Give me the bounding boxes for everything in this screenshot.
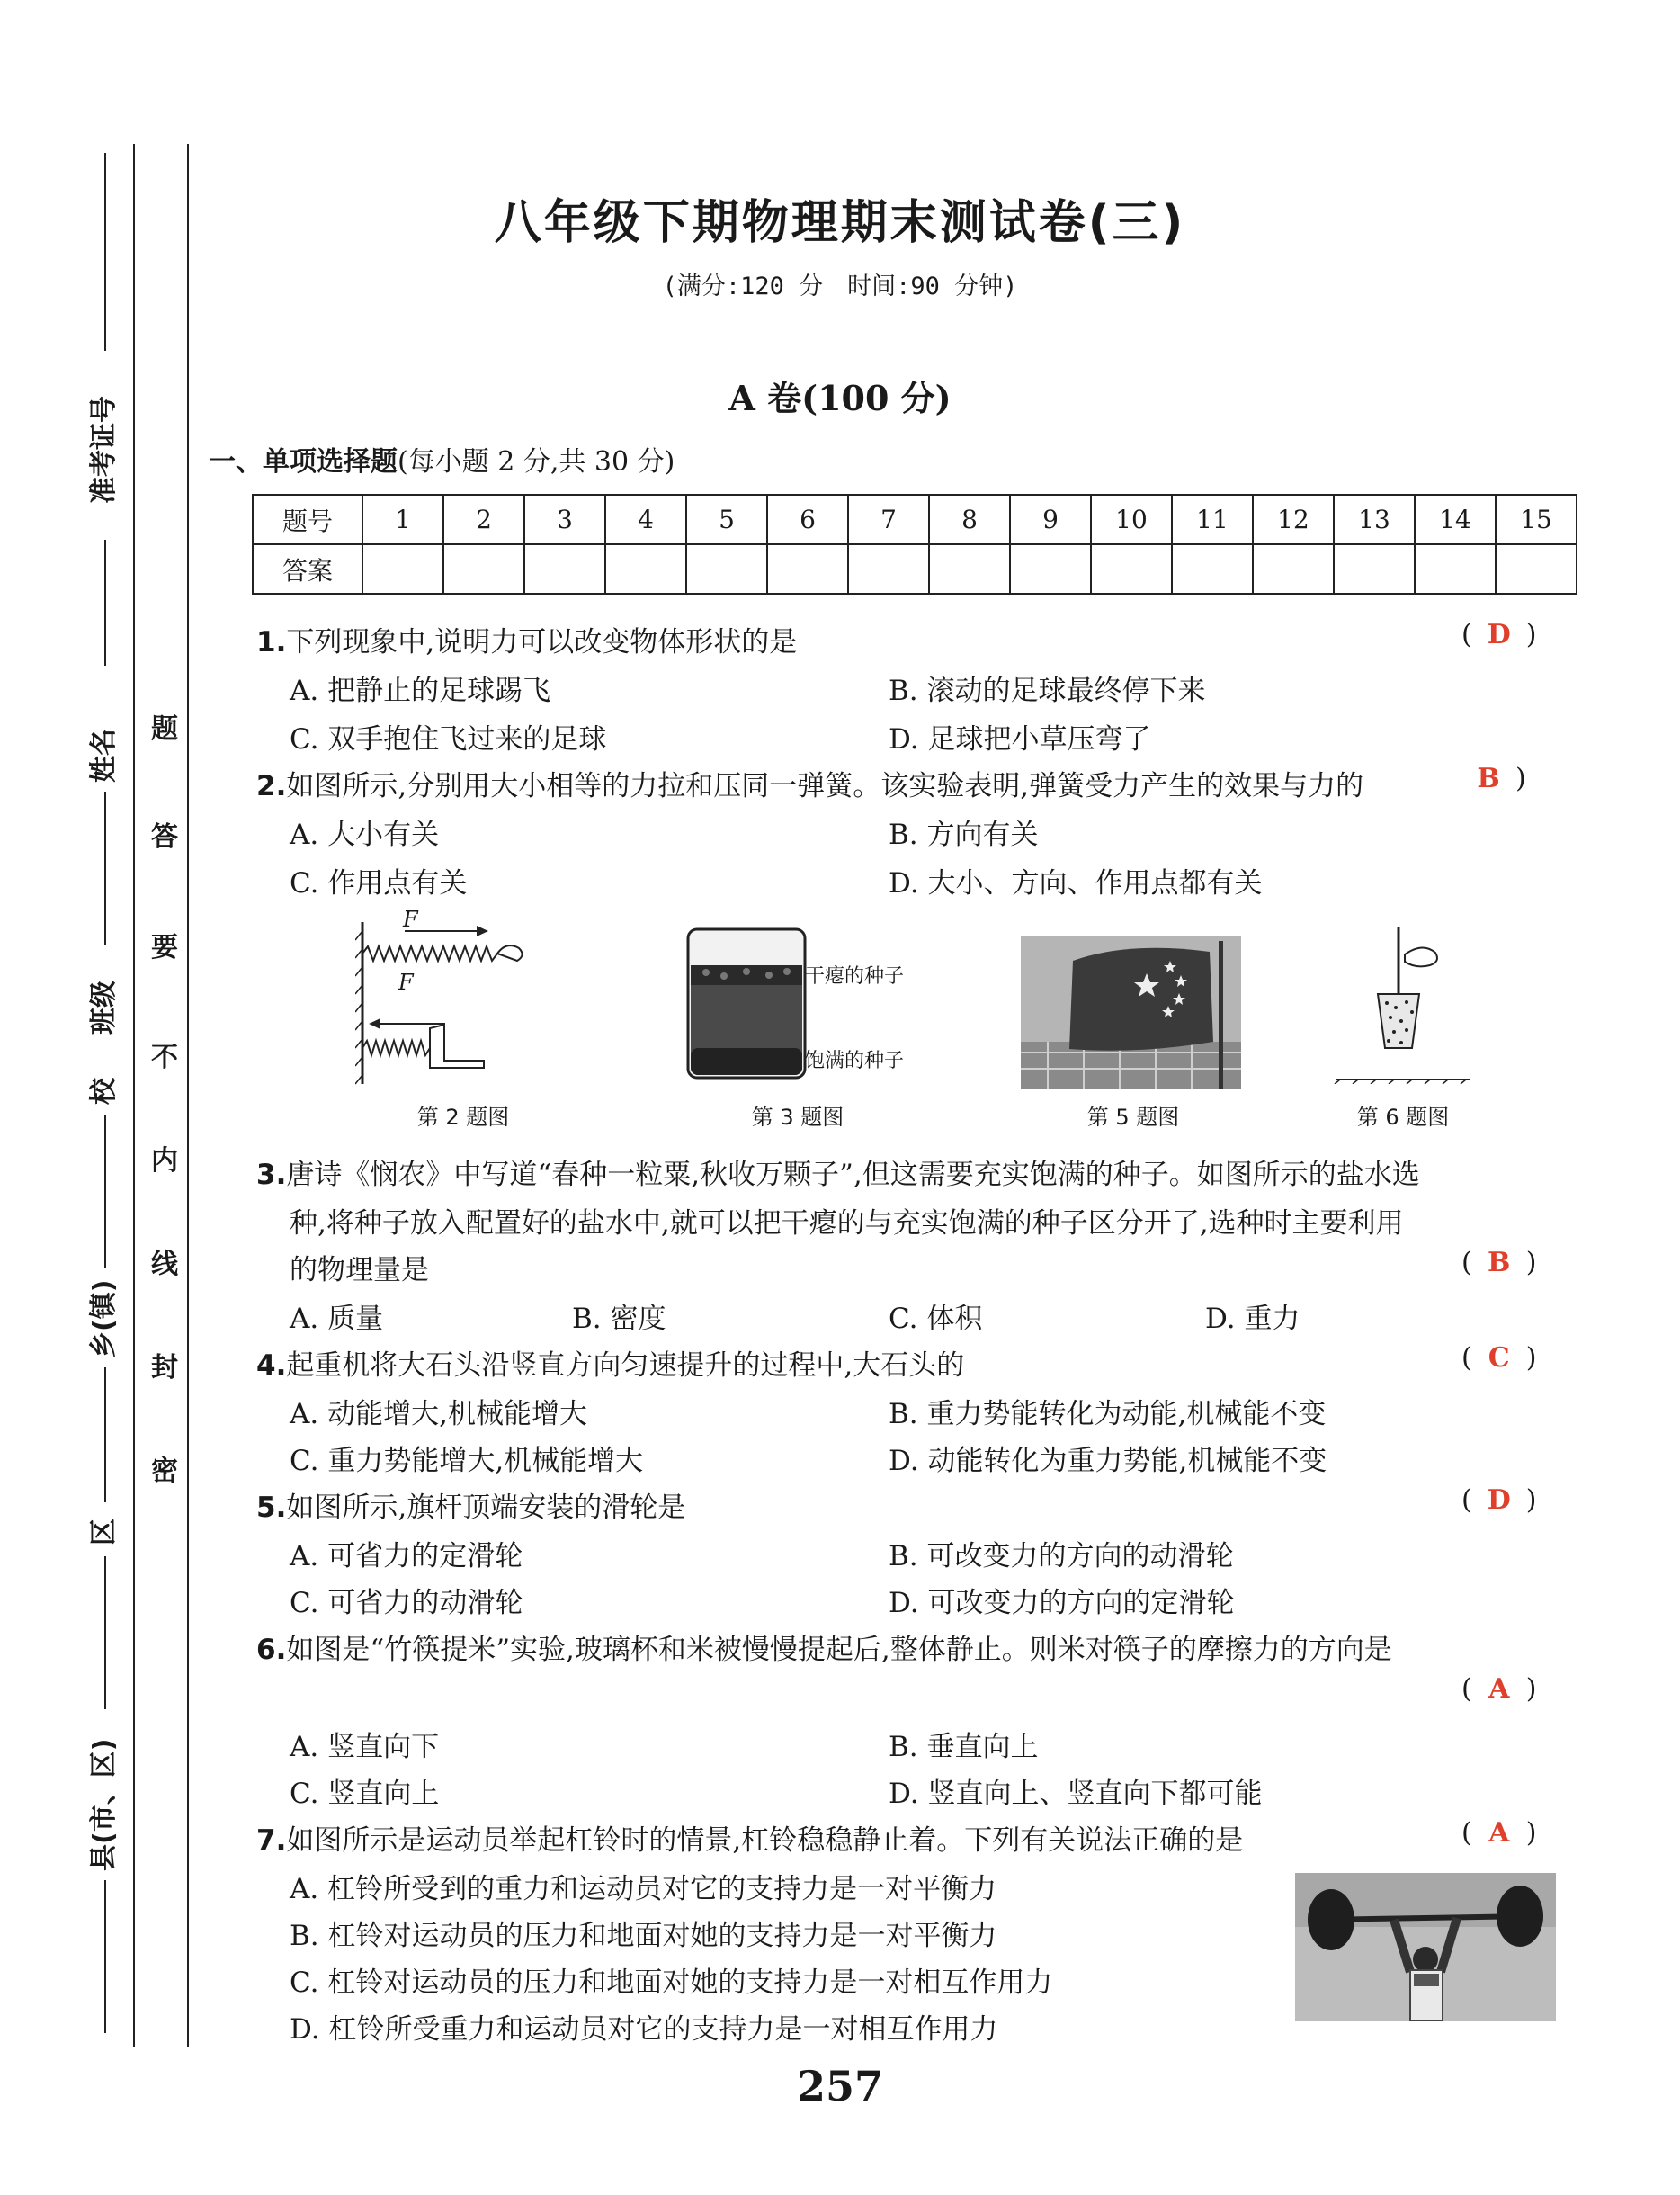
figure-3-label-top: 干瘪的种子 xyxy=(805,965,905,988)
question-2: 2.如图所示,分别用大小相等的力拉和压同一弹簧。该实验表明,弹簧受力产生的效果与力的 xyxy=(256,770,1364,802)
q7-option-c: C. 杠铃对运动员的压力和地面对她的支持力是一对相互作用力 xyxy=(290,1967,1053,1999)
table-cell-number: 4 xyxy=(605,495,686,544)
table-label-number: 题号 xyxy=(253,495,362,544)
answer-cell[interactable] xyxy=(1496,544,1577,594)
answer-mark-4: C xyxy=(1488,1342,1510,1374)
q1-option-b: B. 滚动的足球最终停下来 xyxy=(889,675,1206,707)
figure-7-weightlifter xyxy=(1295,1873,1556,2021)
part-note: (每小题 2 分,共 30 分) xyxy=(398,446,675,478)
table-label-answer: 答案 xyxy=(253,544,362,594)
seal-char-xian: 线 xyxy=(151,1249,178,1280)
figure-2-force-label-top: F xyxy=(403,907,418,932)
answer-table xyxy=(252,494,1577,595)
field-name: 姓名 xyxy=(88,729,120,783)
figure-2-caption: 第 2 题图 xyxy=(416,1105,510,1130)
field-class: 班级 xyxy=(88,981,120,1035)
field-district: 区 xyxy=(88,1519,120,1545)
question-3: 3.唐诗《悯农》中写道“春种一粒粟,秋收万颗子”,但这需要充实饱满的种子。如图所示的盐水选 xyxy=(256,1159,1420,1191)
seal-char-nei: 内 xyxy=(151,1145,178,1177)
question-3-line-2: 种,将种子放入配置好的盐水中,就可以把干瘪的与充实饱满的种子区分开了,选种时主要利用 xyxy=(290,1207,1404,1240)
answer-cell[interactable] xyxy=(767,544,848,594)
table-cell-number: 5 xyxy=(686,495,767,544)
q7-option-b: B. 杠铃对运动员的压力和地面对她的支持力是一对平衡力 xyxy=(290,1920,997,1952)
q4-option-c: C. 重力势能增大,机械能增大 xyxy=(290,1445,644,1477)
figure-5-caption: 第 5 题图 xyxy=(1086,1105,1180,1130)
q2-option-c: C. 作用点有关 xyxy=(290,867,468,900)
seal-char-da: 答 xyxy=(151,821,178,853)
answer-cell[interactable] xyxy=(929,544,1010,594)
answer-bracket-1: ( D ) xyxy=(1461,619,1537,650)
answer-cell[interactable] xyxy=(1253,544,1334,594)
answer-cell[interactable] xyxy=(1334,544,1415,594)
q1-option-a: A. 把静止的足球踢飞 xyxy=(290,675,551,707)
answer-bracket-6: ( A ) xyxy=(1461,1673,1537,1705)
answer-cell[interactable] xyxy=(1415,544,1496,594)
binding-line-outer xyxy=(133,144,135,2047)
seal-char-bu: 不 xyxy=(151,1042,178,1073)
q7-option-d: D. 杠铃所受重力和运动员对它的支持力是一对相互作用力 xyxy=(290,2013,998,2046)
figure-3-caption: 第 3 题图 xyxy=(751,1105,844,1130)
answer-cell[interactable] xyxy=(1172,544,1253,594)
table-cell-number: 11 xyxy=(1172,495,1253,544)
part-title: 一、单项选择题 xyxy=(209,446,398,478)
field-school-blank xyxy=(104,1115,106,1268)
answer-mark-6: A xyxy=(1488,1673,1510,1705)
answer-bracket-4: ( C ) xyxy=(1461,1342,1537,1374)
part-heading xyxy=(209,439,675,479)
q5-option-b: B. 可改变力的方向的动滑轮 xyxy=(889,1540,1234,1572)
question-3-line-3: 的物理量是 xyxy=(290,1254,429,1286)
figure-6-caption: 第 6 题图 xyxy=(1356,1105,1450,1130)
field-exam-number-blank-2 xyxy=(104,540,106,666)
answer-cell[interactable] xyxy=(605,544,686,594)
table-row-answers xyxy=(253,544,1577,594)
seal-char-feng: 封 xyxy=(151,1352,178,1384)
answer-mark-5: D xyxy=(1487,1484,1511,1516)
field-town-blank xyxy=(104,1367,106,1502)
field-school: 校 xyxy=(88,1078,120,1105)
q3-option-c: C. 体积 xyxy=(889,1303,983,1335)
table-cell-number: 8 xyxy=(929,495,1010,544)
answer-cell[interactable] xyxy=(362,544,443,594)
table-cell-number: 2 xyxy=(443,495,524,544)
field-exam-number-blank xyxy=(104,153,106,351)
seal-char-mi: 密 xyxy=(151,1456,178,1487)
q4-option-b: B. 重力势能转化为动能,机械能不变 xyxy=(889,1398,1327,1430)
table-cell-number: 7 xyxy=(848,495,929,544)
q2-option-a: A. 大小有关 xyxy=(290,819,440,851)
q2-option-d: D. 大小、方向、作用点都有关 xyxy=(889,867,1263,900)
question-7: 7.如图所示是运动员举起杠铃时的情景,杠铃稳稳静止着。下列有关说法正确的是 xyxy=(256,1824,1244,1857)
section-heading: A 卷(100 分) xyxy=(728,378,952,418)
q3-option-a: A. 质量 xyxy=(290,1303,384,1335)
answer-cell[interactable] xyxy=(848,544,929,594)
table-cell-number: 15 xyxy=(1496,495,1577,544)
figure-2-springs xyxy=(355,913,544,1093)
answer-bracket-3: ( B ) xyxy=(1461,1247,1537,1278)
q4-option-d: D. 动能转化为重力势能,机械能不变 xyxy=(889,1445,1327,1477)
answer-cell[interactable] xyxy=(1091,544,1172,594)
q6-option-c: C. 竖直向上 xyxy=(290,1778,440,1810)
q4-option-a: A. 动能增大,机械能增大 xyxy=(290,1398,587,1430)
answer-cell[interactable] xyxy=(1010,544,1091,594)
q1-option-d: D. 足球把小草压弯了 xyxy=(889,723,1151,756)
table-cell-number: 6 xyxy=(767,495,848,544)
page-number: 257 xyxy=(796,2062,884,2110)
question-6: 6.如图是“竹筷提米”实验,玻璃杯和米被慢慢提起后,整体静止。则米对筷子的摩擦力的方向是 xyxy=(256,1634,1392,1666)
answer-cell[interactable] xyxy=(443,544,524,594)
question-5: 5.如图所示,旗杆顶端安装的滑轮是 xyxy=(256,1492,686,1524)
q7-option-a: A. 杠铃所受到的重力和运动员对它的支持力是一对平衡力 xyxy=(290,1873,997,1905)
field-name-blank xyxy=(104,792,106,945)
question-1: 1.下列现象中,说明力可以改变物体形状的是 xyxy=(256,626,798,658)
q5-option-a: A. 可省力的定滑轮 xyxy=(290,1540,523,1572)
answer-mark-1: D xyxy=(1487,619,1511,650)
table-cell-number: 1 xyxy=(362,495,443,544)
figure-3-label-bottom: 饱满的种子 xyxy=(805,1050,905,1072)
seal-char-ti: 题 xyxy=(151,713,178,745)
field-county: 县(市、区) xyxy=(88,1738,120,1871)
answer-bracket-5: ( D ) xyxy=(1461,1484,1537,1516)
seal-char-yao: 要 xyxy=(151,932,178,963)
binding-line-inner xyxy=(187,144,189,2047)
field-town: 乡(镇) xyxy=(88,1279,120,1358)
field-district-blank xyxy=(104,1556,106,1709)
field-exam-number: 准考证号 xyxy=(88,396,120,504)
q6-option-a: A. 竖直向下 xyxy=(290,1731,440,1763)
figure-2-force-label-bottom: F xyxy=(398,970,414,995)
table-cell-number: 9 xyxy=(1010,495,1091,544)
figure-6-chopstick xyxy=(1331,922,1475,1084)
figure-3-beaker xyxy=(684,922,809,1080)
answer-cell[interactable] xyxy=(524,544,605,594)
figure-5-flag xyxy=(1021,936,1241,1089)
q5-option-c: C. 可省力的动滑轮 xyxy=(290,1587,523,1619)
table-cell-number: 3 xyxy=(524,495,605,544)
q6-option-d: D. 竖直向上、竖直向下都可能 xyxy=(889,1778,1263,1810)
answer-bracket-7: ( A ) xyxy=(1461,1817,1537,1849)
q6-option-b: B. 垂直向上 xyxy=(889,1731,1039,1763)
table-cell-number: 14 xyxy=(1415,495,1496,544)
answer-mark-7: A xyxy=(1488,1817,1510,1849)
answer-bracket-2: B ) xyxy=(1461,763,1526,794)
table-row-numbers xyxy=(253,495,1577,544)
q5-option-d: D. 可改变力的方向的定滑轮 xyxy=(889,1587,1235,1619)
q2-option-b: B. 方向有关 xyxy=(889,819,1039,851)
exam-info: (满分:120 分 时间:90 分钟) xyxy=(662,273,1018,300)
q3-option-d: D. 重力 xyxy=(1205,1303,1300,1335)
q3-option-b: B. 密度 xyxy=(572,1303,666,1335)
answer-mark-3: B xyxy=(1488,1247,1511,1278)
field-county-blank xyxy=(104,1880,106,2033)
answer-mark-2: B xyxy=(1477,763,1500,794)
table-cell-number: 10 xyxy=(1091,495,1172,544)
table-cell-number: 13 xyxy=(1334,495,1415,544)
table-cell-number: 12 xyxy=(1253,495,1334,544)
q1-option-c: C. 双手抱住飞过来的足球 xyxy=(290,723,607,756)
question-4: 4.起重机将大石头沿竖直方向匀速提升的过程中,大石头的 xyxy=(256,1349,965,1382)
answer-cell[interactable] xyxy=(686,544,767,594)
page-title: 八年级下期物理期末测试卷(三) xyxy=(494,196,1186,250)
